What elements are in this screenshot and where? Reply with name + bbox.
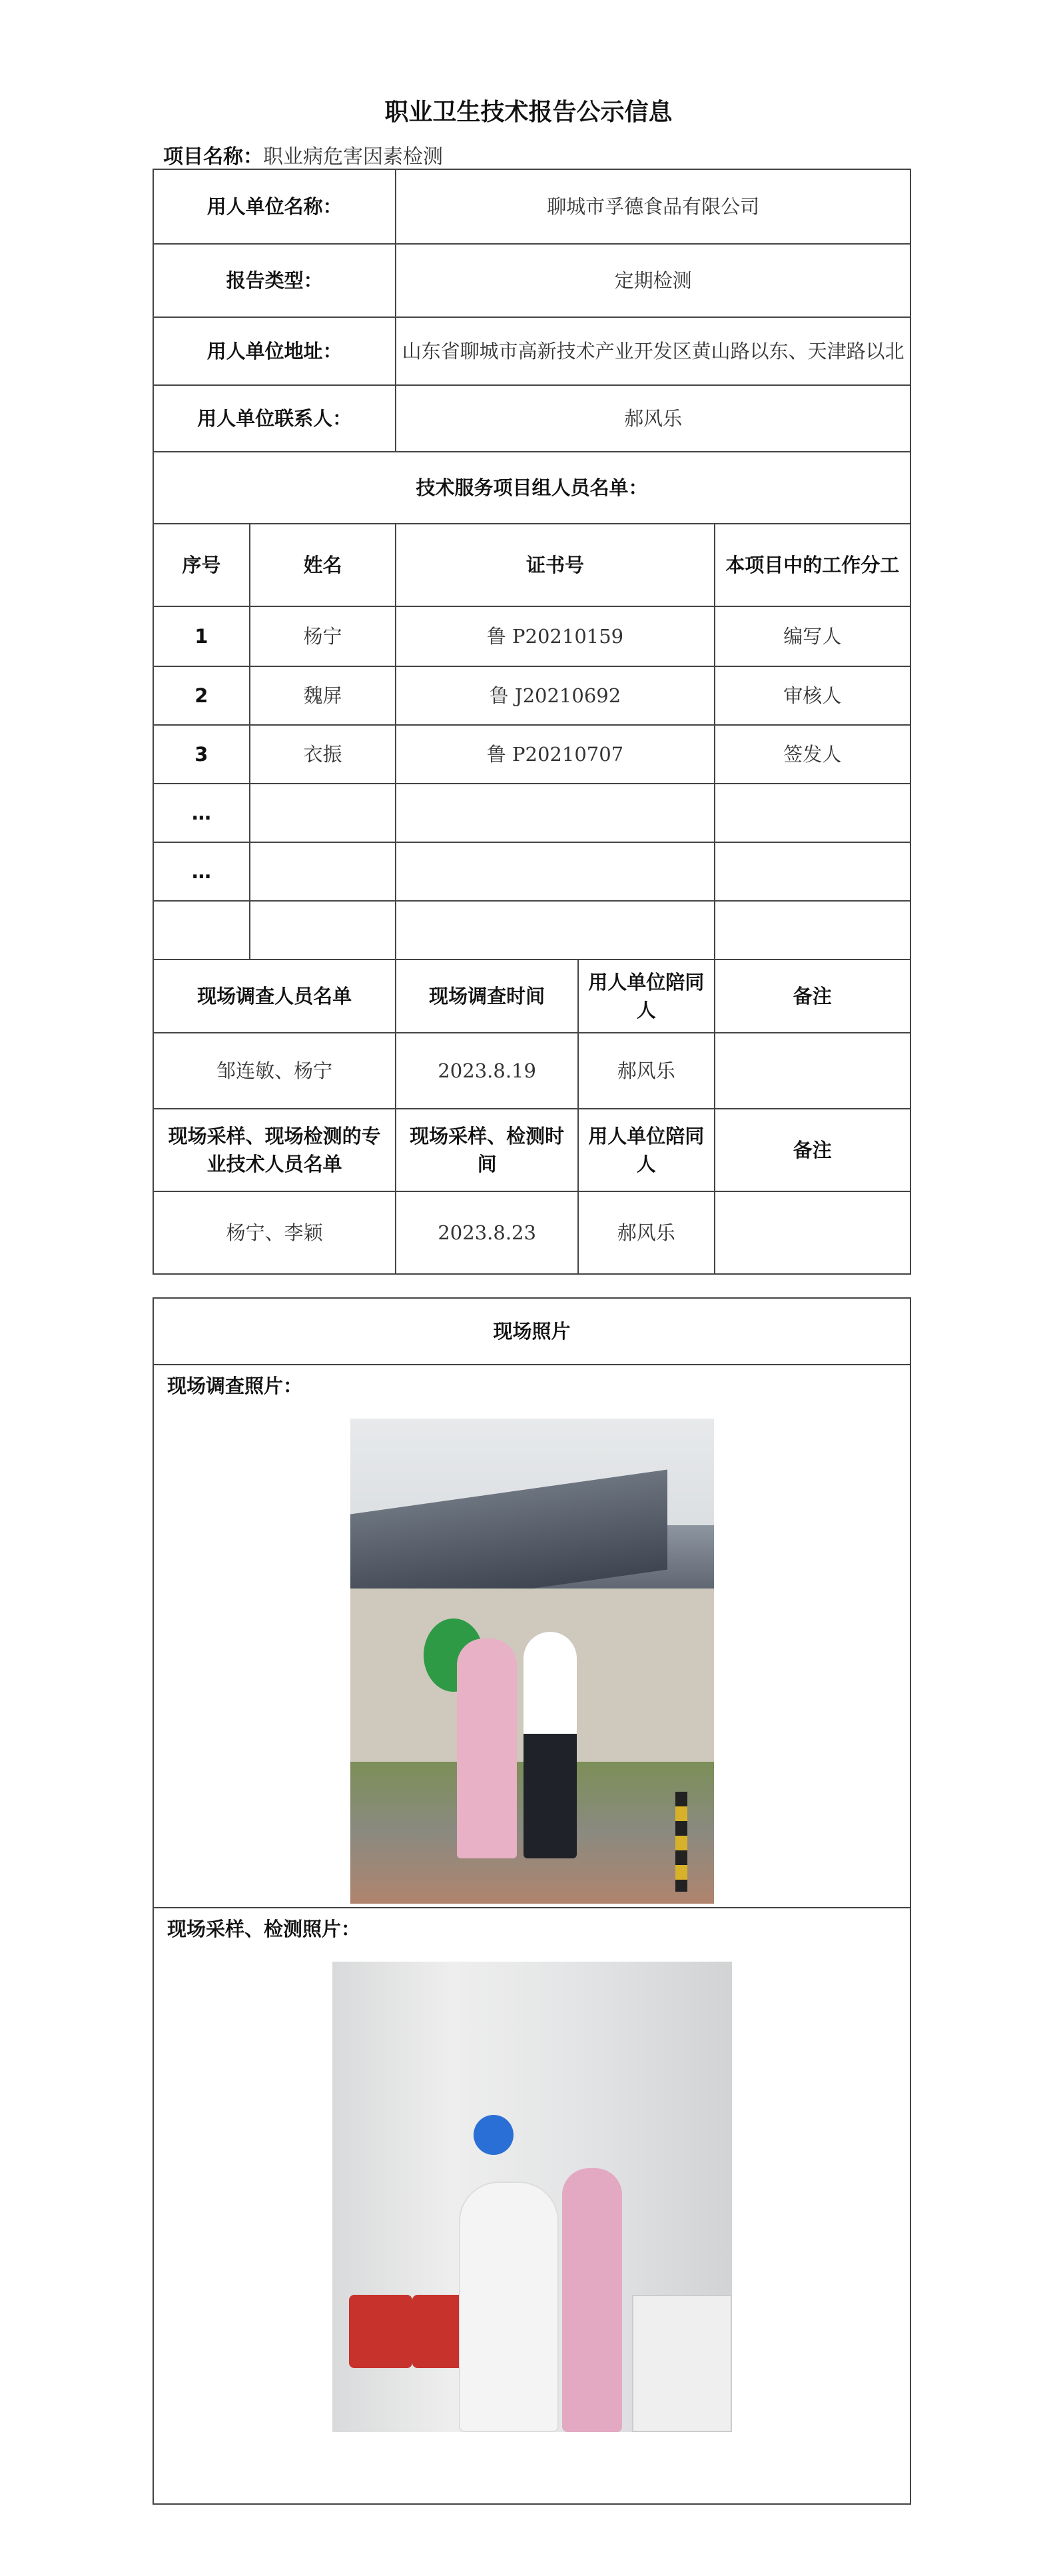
info-row [153,317,910,385]
team-cert [396,784,714,842]
team-cert: 鲁 P20210159 [396,606,714,666]
sampling-header: 现场采样、检测时间 [396,1109,578,1191]
sampling-header-row [153,1109,910,1191]
team-role: 编写人 [715,606,910,666]
team-role: 审核人 [715,666,910,725]
person-shape [457,1638,517,1858]
team-row [153,784,910,842]
team-row [153,901,910,960]
team-no: 1 [153,606,250,666]
team-title: 技术服务项目组人员名单： [153,452,910,524]
team-no: … [153,842,250,901]
team-role [715,901,910,960]
info-value: 聊城市孚德食品有限公司 [396,169,910,244]
technician-shape [459,2182,559,2432]
team-no: 3 [153,725,250,784]
survey-row [153,1033,910,1109]
info-label: 用人单位联系人： [153,385,396,452]
team-row [153,606,910,666]
info-value: 定期检测 [396,244,910,317]
survey-header: 用人单位陪同人 [578,960,715,1033]
team-name: 衣振 [250,725,396,784]
info-label: 报告类型： [153,244,396,317]
info-label: 用人单位名称： [153,169,396,244]
photo-table [153,1297,911,2505]
info-label: 用人单位地址： [153,317,396,385]
info-value: 山东省聊城市高新技术产业开发区黄山路以东、天津路以北 [396,317,910,385]
sampling-staff: 杨宁、李颖 [153,1191,396,1274]
team-no [153,901,250,960]
page-title: 职业卫生技术报告公示信息 [384,99,673,126]
project-line [163,140,443,169]
bollard-shape [675,1792,687,1892]
survey-header-row [153,960,910,1033]
team-title-row [153,452,910,524]
report-info-table [153,169,911,1275]
team-cert [396,901,714,960]
survey-header: 现场调查时间 [396,960,578,1033]
sampling-companion: 郝风乐 [578,1191,715,1274]
team-name [250,842,396,901]
team-role [715,842,910,901]
sampling-header: 用人单位陪同人 [578,1109,715,1191]
survey-companion: 郝风乐 [578,1033,715,1109]
photo-title: 现场照片 [153,1298,910,1365]
sampling-time: 2023.8.23 [396,1191,578,1274]
info-row [153,244,910,317]
sampling-photo-row [153,1908,910,2504]
team-no: 2 [153,666,250,725]
sampling-photo [332,1962,732,2432]
team-header: 姓名 [250,524,396,606]
sampling-note [715,1191,910,1274]
team-role [715,784,910,842]
sack-shape [632,2295,732,2432]
sampling-header: 备注 [715,1109,910,1191]
team-name: 杨宁 [250,606,396,666]
info-value: 郝风乐 [396,385,910,452]
sampling-photo-cell [153,1908,910,2504]
team-header: 证书号 [396,524,714,606]
survey-note [715,1033,910,1109]
team-cert: 鲁 J20210692 [396,666,714,725]
team-role: 签发人 [715,725,910,784]
project-value: 职业病危害因素检测 [263,145,443,169]
team-row [153,725,910,784]
team-row [153,666,910,725]
bucket-shape [349,2295,412,2368]
survey-time: 2023.8.19 [396,1033,578,1109]
survey-staff: 邹连敏、杨宁 [153,1033,396,1109]
team-no: … [153,784,250,842]
team-cert: 鲁 P20210707 [396,725,714,784]
cap-shape [474,2115,514,2155]
info-row [153,169,910,244]
team-row [153,842,910,901]
team-name [250,901,396,960]
team-name: 魏屏 [250,666,396,725]
survey-photo [350,1419,714,1904]
survey-header: 现场调查人员名单 [153,960,396,1033]
project-label: 项目名称： [163,145,263,169]
photo-title-row [153,1298,910,1365]
sampling-row [153,1191,910,1274]
survey-photo-cell [153,1365,910,1908]
survey-photo-label: 现场调查照片： [167,1375,303,1397]
survey-photo-row [153,1365,910,1908]
team-cert [396,842,714,901]
info-row [153,385,910,452]
survey-header: 备注 [715,960,910,1033]
sampling-photo-label: 现场采样、检测照片： [167,1918,361,1940]
worker-shape [562,2168,622,2432]
team-header: 序号 [153,524,250,606]
person-shape [524,1632,577,1858]
sampling-header: 现场采样、现场检测的专业技术人员名单 [153,1109,396,1191]
team-name [250,784,396,842]
team-header-row [153,524,910,606]
team-header: 本项目中的工作分工 [715,524,910,606]
